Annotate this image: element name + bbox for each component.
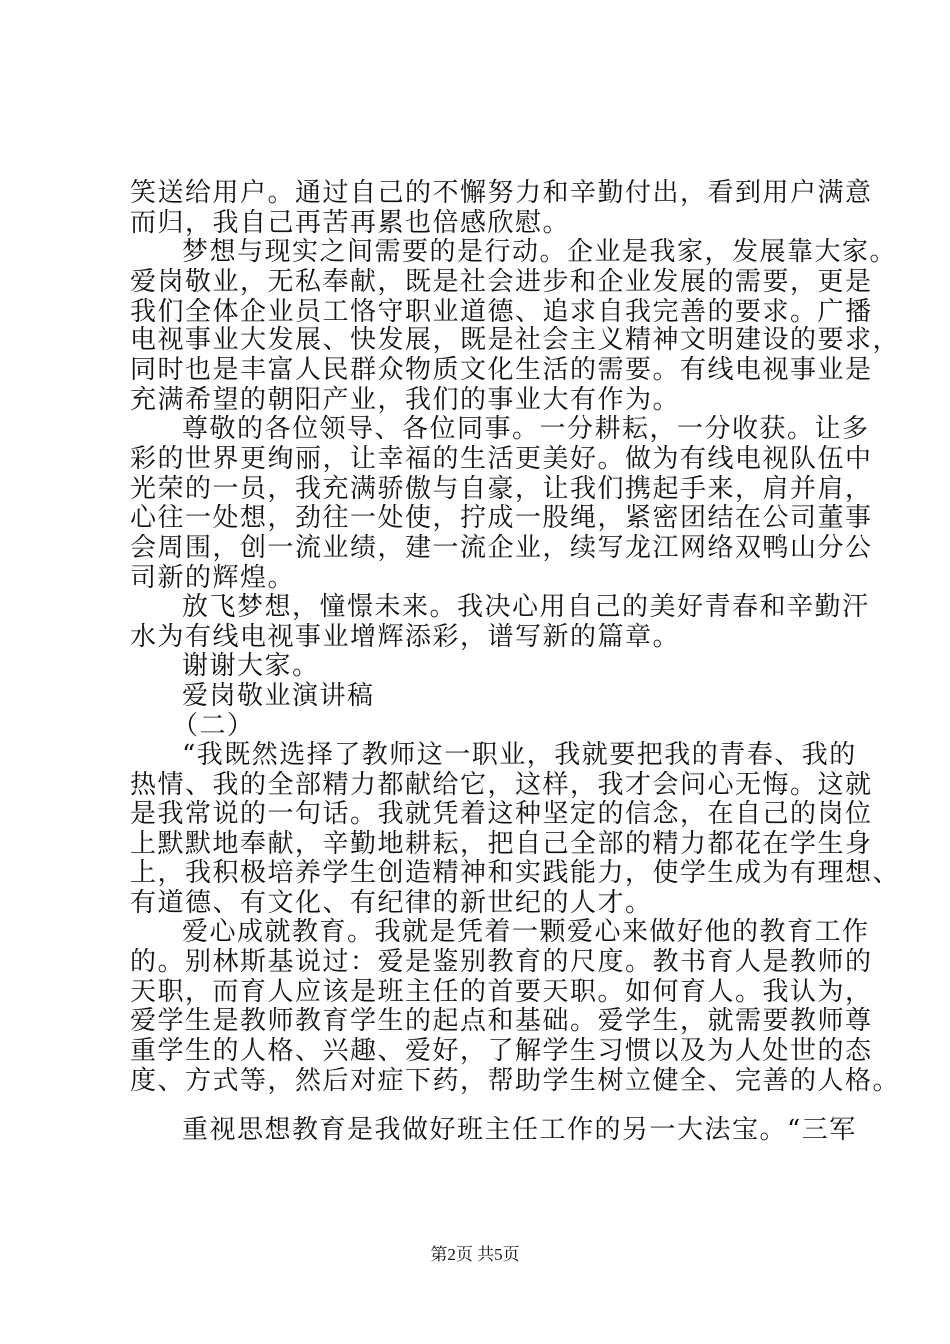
paragraph-line: 爱学生是教师教育学生的起点和基础。爱学生，就需要教师尊 <box>130 1006 873 1036</box>
paragraph-line: 尊敬的各位领导、各位同事。一分耕耘，一分收获。让多 <box>182 414 870 444</box>
paragraph-line: 爱心成就教育。我就是凭着一颗爱心来做好他的教育工作 <box>182 917 870 947</box>
paragraph-line: 重学生的人格、兴趣、爱好，了解学生习惯以及为人处世的态 <box>130 1036 873 1066</box>
closing-thanks: 谢谢大家。 <box>182 651 320 681</box>
paragraph-line: 充满希望的朝阳产业，我们的事业大有作为。 <box>130 385 681 415</box>
section-title: 爱岗敬业演讲稿 <box>182 681 375 711</box>
paragraph-line: 光荣的一员，我充满骄傲与自豪，让我们携起手来，肩并肩， <box>130 474 873 504</box>
paragraph-line: 梦想与现实之间需要的是行动。企业是我家，发展靠大家。 <box>182 237 898 267</box>
paragraph-line: 度、方式等，然后对症下药，帮助学生树立健全、完善的人格。 <box>130 1066 901 1096</box>
paragraph-line: 上，我积极培养学生创造精神和实践能力，使学生成为有理想、 <box>130 858 901 888</box>
paragraph-line: 彩的世界更绚丽，让幸福的生活更美好。做为有线电视队伍中 <box>130 444 873 474</box>
paragraph-line: 天职，而育人应该是班主任的首要天职。如何育人。我认为， <box>130 977 873 1007</box>
paragraph-line: 的。别林斯基说过：爱是鉴别教育的尺度。教书育人是教师的 <box>130 947 873 977</box>
paragraph-line: 笑送给用户。通过自己的不懈努力和辛勤付出，看到用户满意 <box>130 178 873 208</box>
paragraph-line: 心往一处想，劲往一处使，拧成一股绳，紧密团结在公司董事 <box>130 503 873 533</box>
paragraph-line: 上默默地奉献，辛勤地耕耘，把自己全部的精力都花在学生身 <box>130 829 873 859</box>
paragraph-line: 重视思想教育是我做好班主任工作的另一大法宝。“三军 <box>182 1115 857 1145</box>
paragraph-line: 我们全体企业员工恪守职业道德、追求自我完善的要求。广播 <box>130 297 873 327</box>
paragraph-line: 同时也是丰富人民群众物质文化生活的需要。有线电视事业是 <box>130 355 873 385</box>
paragraph-line: 是我常说的一句话。我就凭着这种坚定的信念，在自己的岗位 <box>130 799 873 829</box>
paragraph-line: 电视事业大发展、快发展，既是社会主义精神文明建设的要求， <box>130 325 901 355</box>
paragraph-line: 放飞梦想，憧憬未来。我决心用自己的美好青春和辛勤汗 <box>182 592 870 622</box>
paragraph-line: 会周围，创一流业绩，建一流企业，续写龙江网络双鸭山分公 <box>130 533 873 563</box>
paragraph-line: 热情、我的全部精力都献给它，这样，我才会问心无悔。这就 <box>130 770 873 800</box>
page-footer: 第2页 共5页 <box>430 1245 520 1264</box>
paragraph-line: 有道德、有文化、有纪律的新世纪的人才。 <box>130 888 653 918</box>
paragraph-line: 而归，我自己再苦再累也倍感欣慰。 <box>130 208 571 238</box>
section-number: （二） <box>172 711 255 741</box>
paragraph-line: 司新的辉煌。 <box>130 563 296 593</box>
paragraph-line: “我既然选择了教师这一职业，我就要把我的青春、我的 <box>182 740 857 770</box>
paragraph-line: 爱岗敬业，无私奉献，既是社会进步和企业发展的需要，更是 <box>130 267 873 297</box>
paragraph-line: 水为有线电视事业增辉添彩，谱写新的篇章。 <box>130 622 681 652</box>
